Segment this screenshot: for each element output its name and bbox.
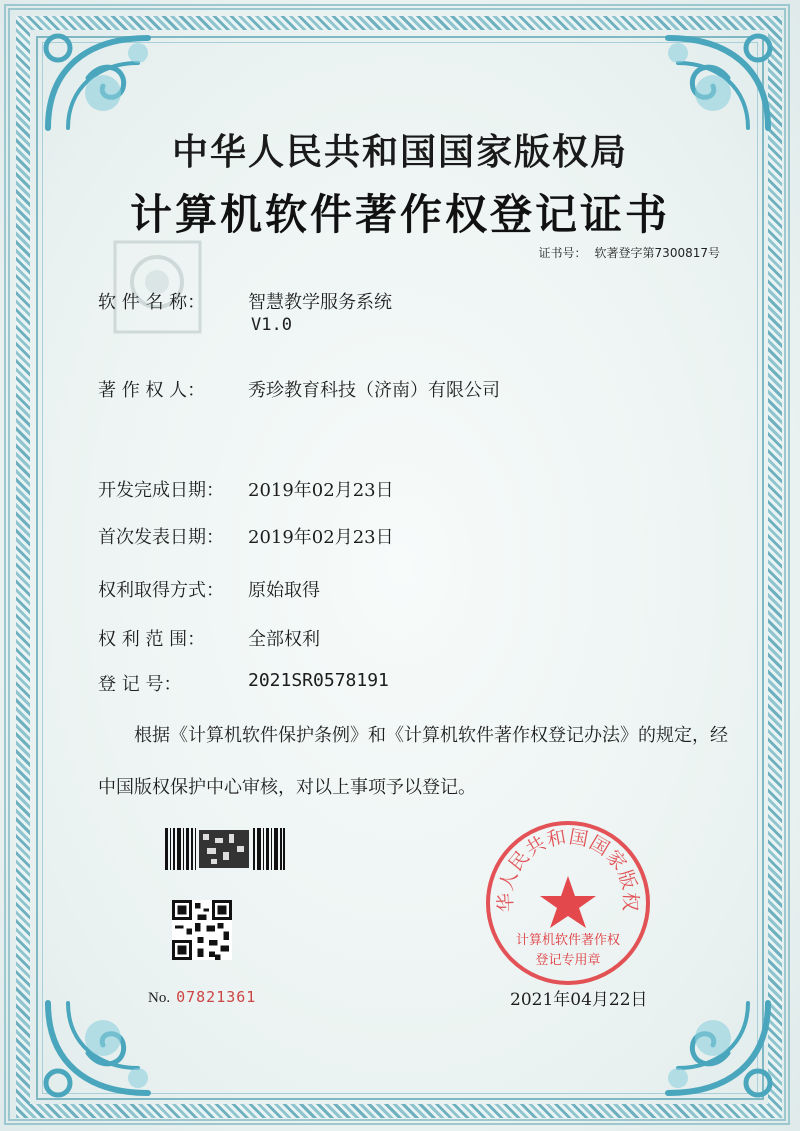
seal-ring-text: 华人民共和国国家版权 [494,825,642,913]
certificate-number-value: 软著登字第7300817号 [594,246,720,260]
field-label: 开发完成日期： [98,480,224,501]
watermark-emblem-icon [110,232,205,342]
field-value: 2019年02月23日 [248,480,394,501]
field-value: 2021SR0578191 [248,670,389,691]
serial-number [148,988,256,1007]
barcode [165,828,285,870]
seal-center-line2: 登记专用章 [535,953,601,968]
issue-date: 2021年04月22日 [510,990,648,1010]
field-development-date [98,476,394,502]
serial-number-value: 07821361 [176,988,257,1006]
corner-ornament-bottom-right [638,983,788,1113]
field-label: 权利取得方式： [98,580,224,601]
field-label: 权 利 范 围： [98,629,206,650]
field-value: 秀珍教育科技（济南）有限公司 [248,380,500,401]
field-label: 登 记 号： [98,674,182,695]
statement-paragraph: 根据《计算机软件保护条例》和《计算机软件著作权登记办法》的规定，经中国版权保护中心审核，对以上事项予以登记。 [98,725,728,798]
seal-star-icon [540,876,596,928]
field-label: 著 作 权 人： [98,380,206,401]
software-version: V1.0 [251,315,292,335]
certificate-number [531,244,720,261]
field-label: 软 件 名 称： [98,292,206,313]
field-software-name [98,288,392,314]
field-value: 智慧教学服务系统 [248,292,392,313]
field-publication-date [98,523,394,549]
certificate-title: 计算机软件著作权登记证书 [129,190,670,239]
field-rights-scope [98,625,320,651]
certificate-number-label: 证书号： [538,246,587,260]
serial-number-label: No. [148,990,171,1006]
field-copyright-owner [98,376,500,402]
field-value: 2019年02月23日 [248,527,394,548]
seal-center-line1: 计算机软件著作权 [515,933,621,948]
official-seal [483,818,653,988]
field-acquisition-method [98,576,320,602]
field-value: 原始取得 [248,580,320,601]
issuer-name: 中华人民共和国国家版权局 [171,131,628,173]
field-registration-number [98,670,389,696]
field-label: 首次发表日期： [98,527,224,548]
qr-code [172,900,232,960]
field-value: 全部权利 [248,629,320,650]
